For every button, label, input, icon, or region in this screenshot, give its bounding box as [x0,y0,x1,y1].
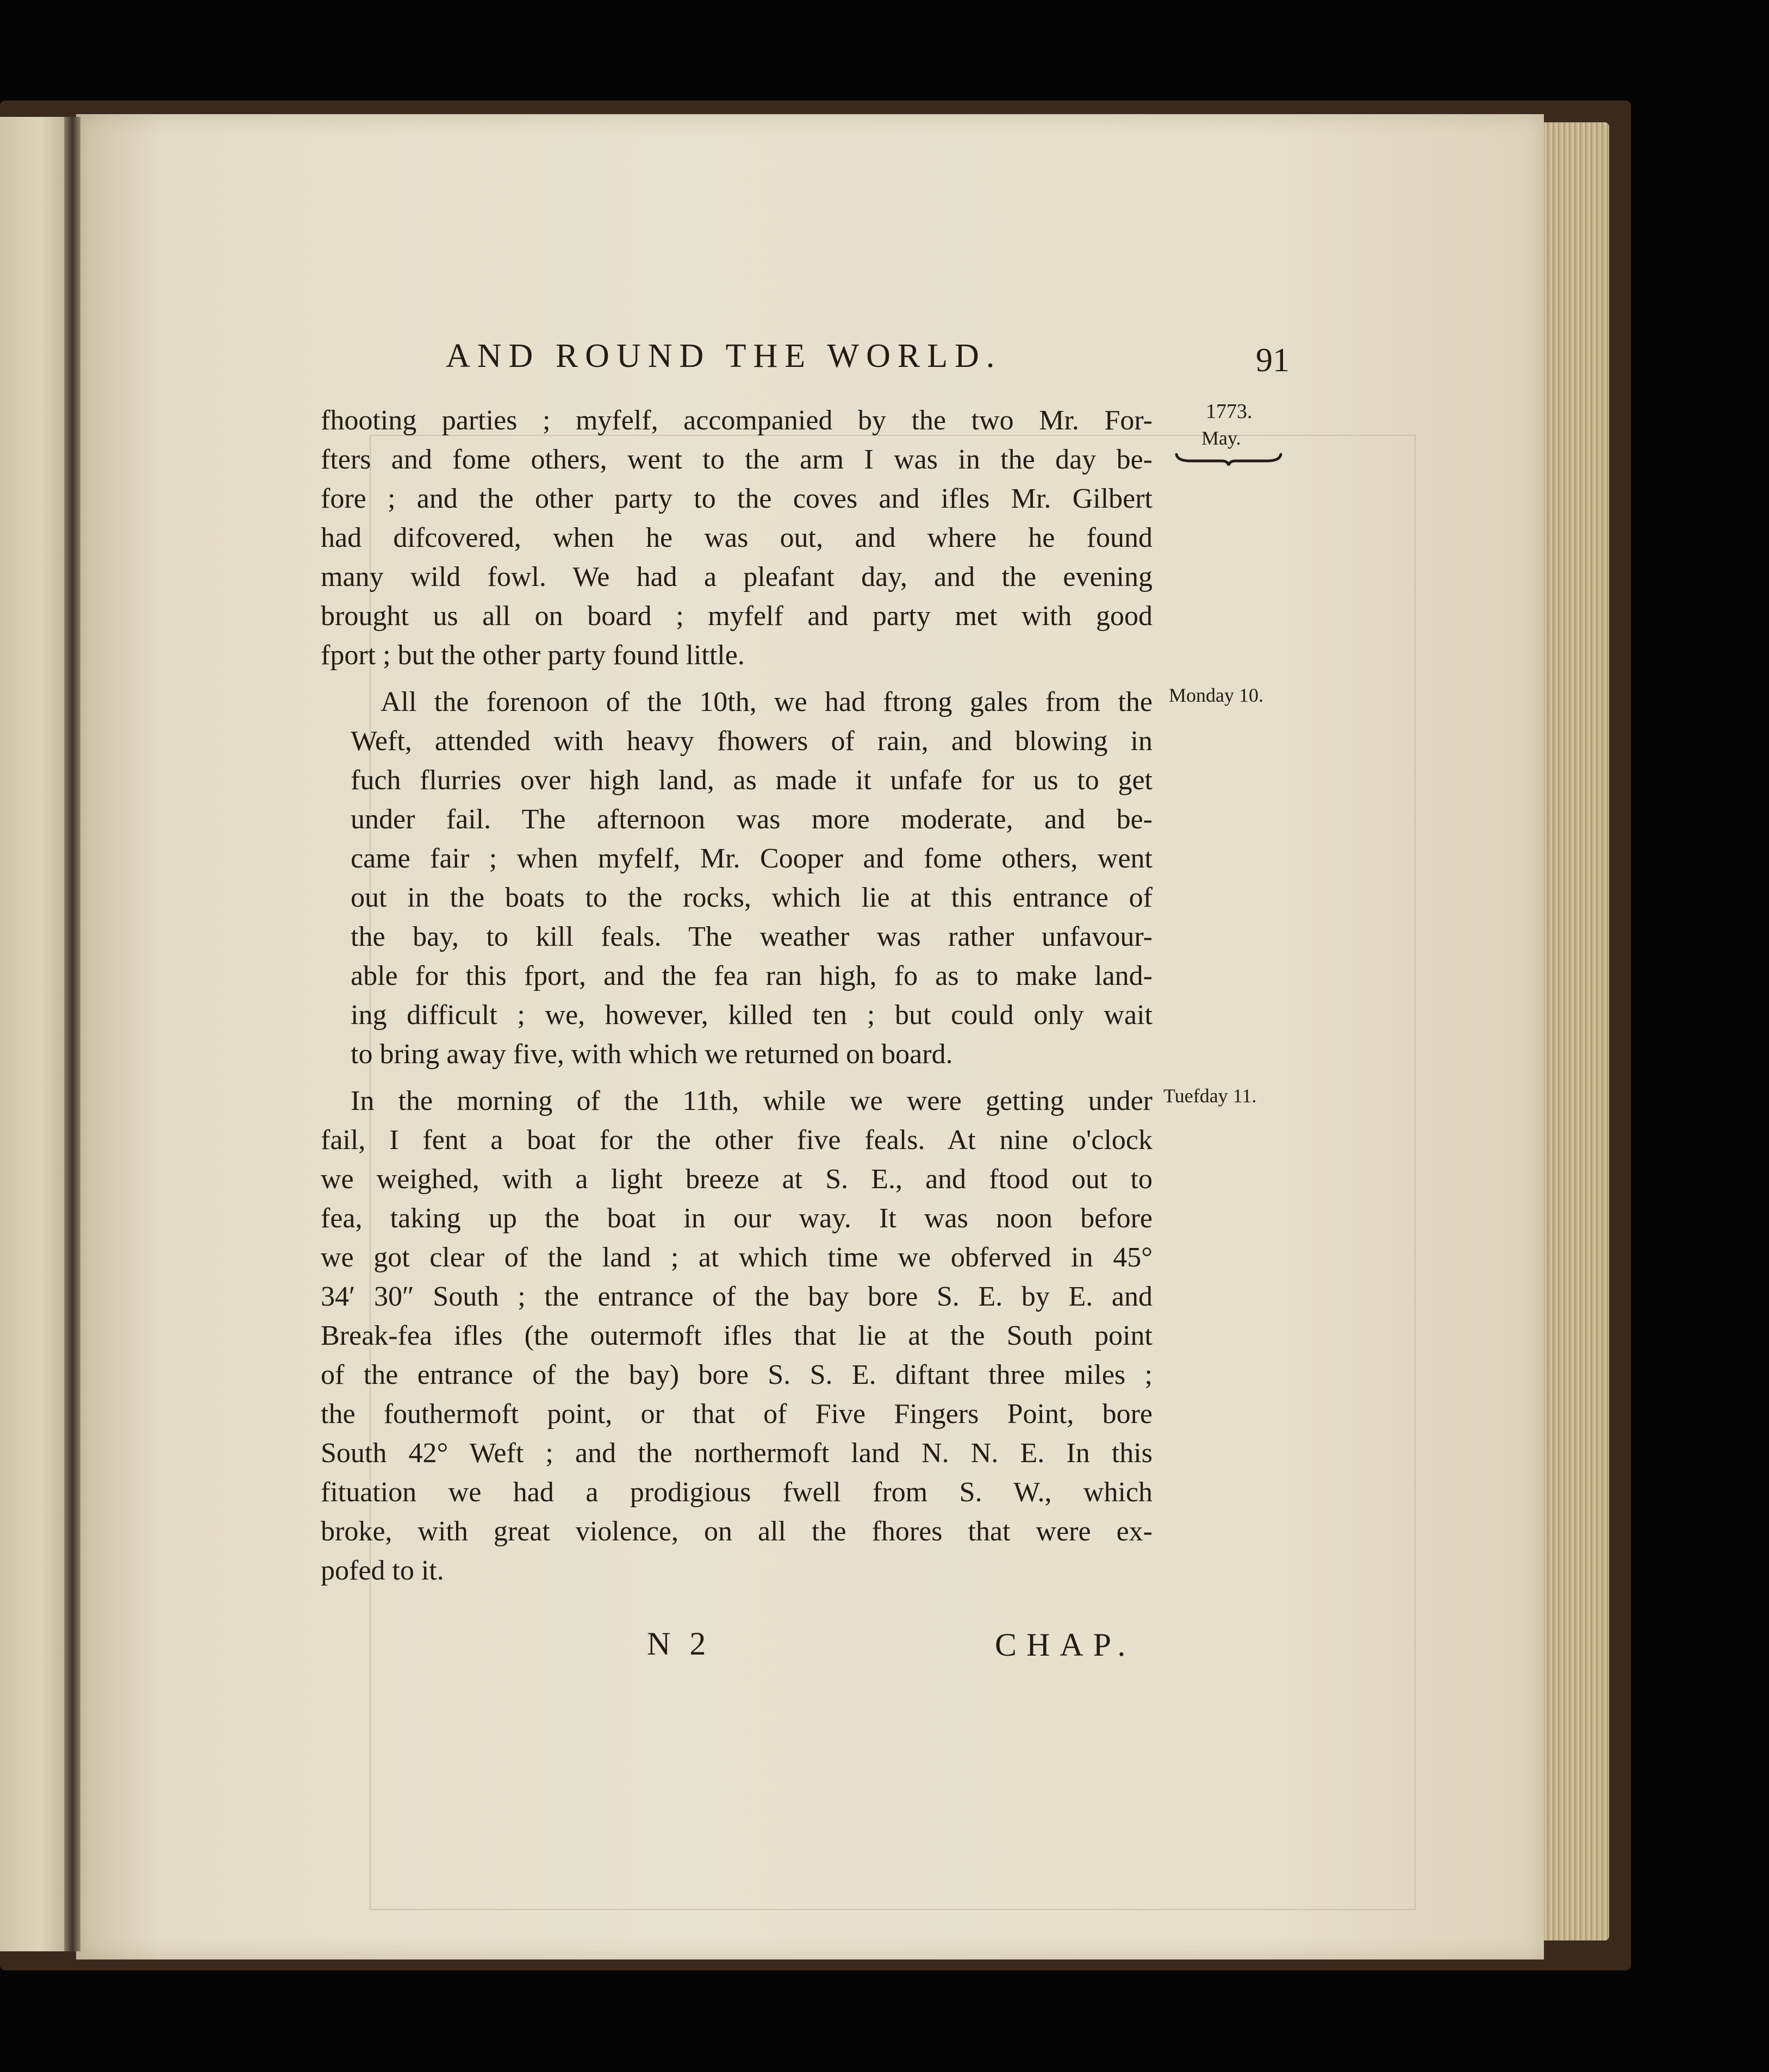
text-line: brought us all on board ; myfelf and party met with good [321,601,1153,632]
margin-note-month: May. [1201,427,1241,449]
text-line: ing difficult ; we, however, killed ten ; but could only wait [351,1000,1153,1031]
paragraph [321,683,1153,1074]
body-text [321,401,1153,1598]
text-line: we got clear of the land ; at which time we obferved in 45° [321,1242,1153,1273]
text-line: Weft, attended with heavy fhowers of rain, and blowing in [351,726,1153,757]
text-line: under fail. The afternoon was more moderate, and be- [351,804,1153,835]
text-line: fea, taking up the boat in our way. It was noon before [321,1203,1153,1234]
text-line: fituation we had a prodigious fwell from S. W., which [321,1477,1153,1508]
running-head: AND ROUND THE WORLD. [446,338,1002,375]
text-line: fail, I fent a boat for the other five feals. At nine o'clock [321,1125,1153,1156]
text-line: pofed to it. [321,1555,444,1586]
catchword: CHAP. [995,1627,1136,1663]
text-line: fore ; and the other party to the coves and ifles Mr. Gilbert [321,483,1153,514]
page-block-edges [1533,122,1609,1940]
text-line: South 42° Weft ; and the northermoft land N. N. E. In this [321,1438,1153,1469]
text-line: came fair ; when myfelf, Mr. Cooper and fome others, went [351,843,1153,874]
text-line: many wild fowl. We had a pleafant day, and the evening [321,561,1153,592]
text-line: fters and fome others, went to the arm I was in the day be- [321,444,1153,475]
text-line: able for this fport, and the fea ran high, fo as to make land- [351,960,1153,991]
text-line: 34′ 30″ South ; the entrance of the bay bore S. E. by E. and [321,1281,1153,1312]
text-line: we weighed, with a light breeze at S. E., and ftood out to [321,1164,1153,1195]
text-line: Break-fea ifles (the outermoft ifles that lie at the South point [321,1320,1153,1351]
text-line: had difcovered, when he was out, and where he found [321,522,1153,553]
verso-page-edge [0,117,73,1951]
text-line: fport ; but the other party found little. [321,640,745,671]
margin-note-year: 1773. [1206,400,1253,423]
text-line: All the forenoon of the 10th, we had ftrong gales from the [381,686,1153,717]
text-line: fhooting parties ; myfelf, accompanied by the two Mr. For- [321,405,1153,436]
signature-mark: N 2 [647,1626,712,1662]
text-line: the fouthermoft point, or that of Five Fingers Point, bore [321,1399,1153,1430]
gutter [64,117,80,1951]
margin-note-tuesday: Tuefday 11. [1163,1085,1257,1107]
text-line: out in the boats to the rocks, which lie at this entrance of [351,882,1153,913]
text-line: to bring away five, with which we returned on board. [351,1039,953,1070]
text-line: fuch flurries over high land, as made it unfafe for us to get [351,765,1153,796]
text-line: In the morning of the 11th, while we were getting under [351,1085,1153,1116]
brace-ornament [1174,451,1283,467]
text-line: the bay, to kill feals. The weather was rather unfavour- [351,921,1153,952]
page-number: 91 [1256,342,1290,379]
margin-note-monday: Monday 10. [1169,684,1263,706]
text-line: broke, with great violence, on all the fhores that were ex- [321,1516,1153,1547]
paragraph [321,1082,1153,1590]
paragraph [321,401,1153,675]
text-line: of the entrance of the bay) bore S. S. E. diftant three miles ; [321,1359,1153,1390]
